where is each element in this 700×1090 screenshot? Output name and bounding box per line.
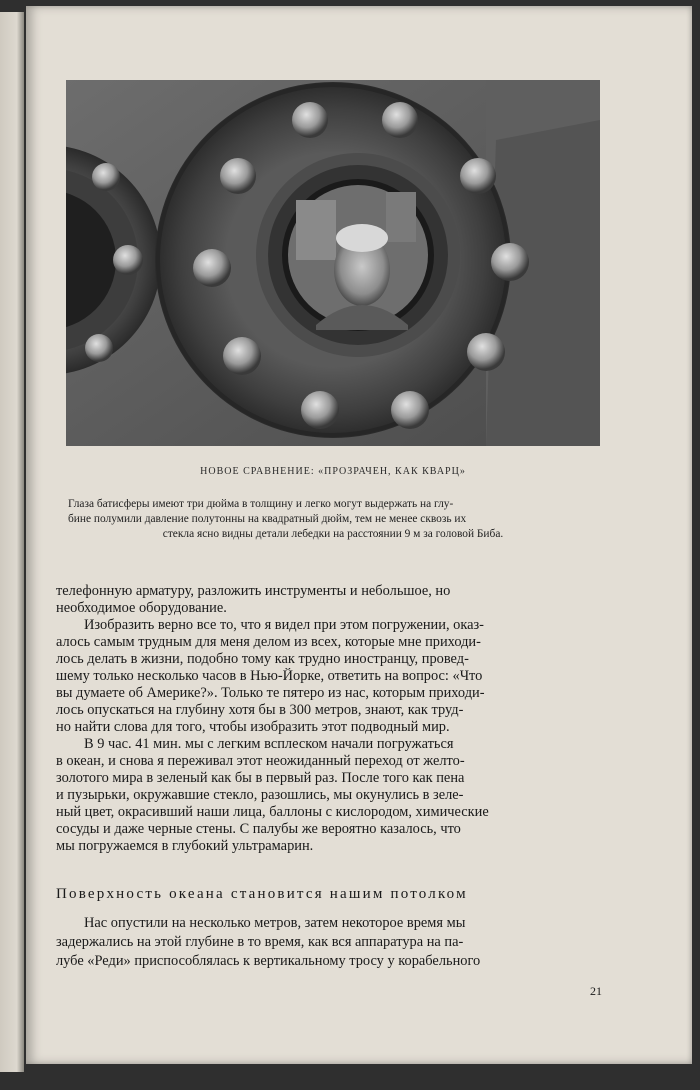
text-line: в океан, и снова я переживал этот неожиданный переход от желто- <box>56 753 465 769</box>
body-text-continued <box>56 914 612 971</box>
page-number: 21 <box>590 984 602 998</box>
text-line: золотого мира в зеленый как бы в первый раз. После того как пена <box>56 770 465 786</box>
text-line: вы думаете об Америке?». Только те пятеро из нас, которым приходи- <box>56 685 485 701</box>
text-line: лось опускаться на глубину хотя бы в 300 метров, знают, как труд- <box>56 702 464 718</box>
text-line: мы погружаемся в глубокий ультрамарин. <box>56 838 314 854</box>
photo-caption-title: НОВОЕ СРАВНЕНИЕ: «ПРОЗРАЧЕН, КАК КВАРЦ» <box>200 466 466 477</box>
text-line: задержались на этой глубине в то время, как вся аппаратура на па- <box>56 934 464 950</box>
body-text <box>56 583 612 855</box>
text-line: шему только несколько часов в Нью-Йорке, ответить на вопрос: «Что <box>56 668 483 684</box>
text-line: Изобразить верно все то, что я видел при этом погружении, оказ- <box>84 617 484 633</box>
text-line: телефонную арматуру, разложить инструменты и небольшое, но <box>56 583 451 599</box>
text-line: алось самым трудным для меня делом из всех, которые мне приходи- <box>56 634 481 650</box>
bathysphere-illustration <box>66 80 600 446</box>
text-line: сосуды и даже черные стены. С палубы же вероятно казалось, что <box>56 821 461 837</box>
caption-line: Глаза батисферы имеют три дюйма в толщину и легко могут выдержать на глу- <box>68 498 454 510</box>
caption-line: стекла ясно видны детали лебедки на расстоянии 9 м за головой Биба. <box>162 528 504 540</box>
text-line: и пузырьки, окружавшие стекло, разошлись, мы окунулись в зеле- <box>56 787 464 803</box>
text-line: необходимое оборудование. <box>56 600 227 616</box>
text-line: ный цвет, окрасивший наши лица, баллоны с кислородом, химические <box>56 804 489 820</box>
text-line: В 9 час. 41 мин. мы с легким всплеском начали погружаться <box>84 736 454 752</box>
text-line: лось делать в жизни, подобно тому как трудно иностранцу, провед- <box>56 651 469 667</box>
book-page <box>26 6 692 1064</box>
text-line: лубе «Реди» приспособлялась к вертикальному тросу у корабельного <box>56 953 481 969</box>
photo-caption-text <box>68 497 598 542</box>
section-heading: Поверхность океана становится нашим потолком <box>56 886 468 902</box>
caption-line: бине полумили давление полутонны на квадратный дюйм, тем не менее сквозь их <box>68 513 467 525</box>
bathysphere-photo <box>66 80 600 446</box>
previous-page-edge <box>0 12 24 1072</box>
text-line: Нас опустили на несколько метров, затем некоторое время мы <box>84 915 466 931</box>
text-line: но найти слова для того, чтобы изобразить этот подводный мир. <box>56 719 450 735</box>
